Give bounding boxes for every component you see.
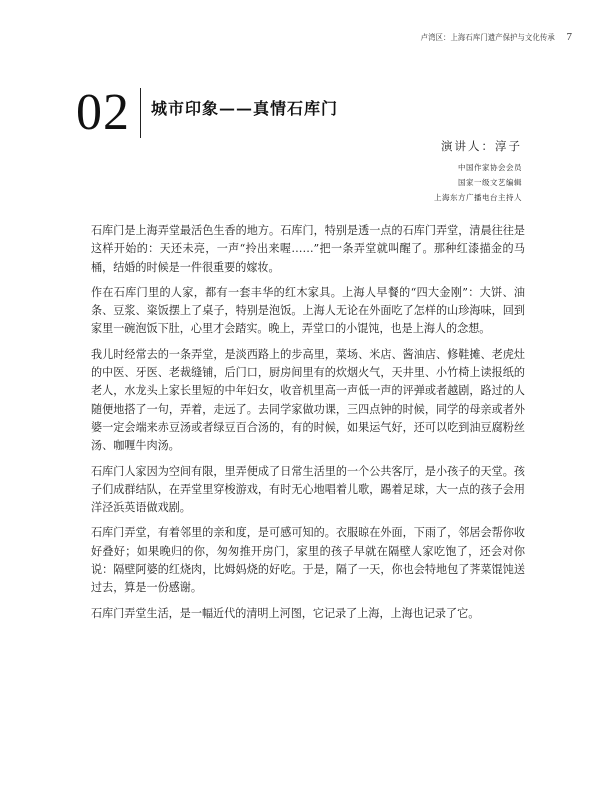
article-body: [91, 222, 525, 624]
running-head: [360, 31, 572, 43]
chapter-number: 02: [76, 84, 130, 141]
speaker-credits: [434, 138, 522, 205]
chapter-divider: [140, 88, 141, 138]
paragraph: 作在石库门里的人家，都有一套丰华的红木家具。上海人早餐的“四大金刚”：大饼、油条、豆浆、粢饭摆上了桌子，特别是泡饭。上海人无论在外面吃了怎样的山珍海味，回到家里一碗泡饭下肚，心里才会踏实。晚上，弄堂口的小馄饨，也是上海人的念想。: [91, 285, 525, 336]
paragraph: 石库门弄堂生活，是一幅近代的清明上河图，它记录了上海，上海也记录了它。: [91, 606, 480, 620]
paragraph: 石库门人家因为空间有限，里弄便成了日常生活里的一个公共客厅，是小孩子的天堂。孩子们成群结队，在弄堂里穿梭游戏，有时无心地唱着儿歌，踢着足球，大一点的孩子会用洋泾浜英语做戏剧。: [91, 464, 525, 515]
paragraph: 我儿时经常去的一条弄堂，是淡西路上的步高里，菜场、米店、酱油店、修鞋摊、老虎灶的中医、牙医、老裁缝铺，后门口，厨房间里有的炊烟火气，天井里、小竹椅上读报纸的老人，水龙头上家长里短的中年妇女，收音机里高一声低一声的评弹或者越剧，路过的人随便地搭了一句，弄着，走远了。去同学家做功课，三四点钟的时候，同学的母亲或者外婆一定会端来赤豆汤或者绿豆百合汤的，有的时候，如果运气好，还可以吃到油豆腐粉丝汤、咖喱牛肉汤。: [91, 347, 525, 453]
paragraph: 石库门弄堂，有着邻里的亲和度，是可感可知的。衣服晾在外面，下雨了，邻居会帮你收好叠好；如果晚归的你，匆匆推开房门，家里的孩子早就在隔壁人家吃饱了，还会对你说：隔壁阿婆的红烧肉，比姆妈烧的好吃。于是，隔了一天，你也会特地包了荠菜馄饨送过去，算是一份感谢。: [91, 526, 525, 595]
speaker-name: 演讲人：淳子: [441, 139, 522, 153]
credit-line: 国家一级文艺编辑: [458, 178, 522, 187]
chapter-title: 城市印象——真情石库门: [151, 98, 339, 118]
page-number: 7: [566, 31, 572, 43]
running-head-title: 卢湾区：上海石库门遗产保护与文化传承: [420, 33, 555, 42]
chapter-heading: [76, 84, 338, 142]
paragraph: 石库门是上海弄堂最活色生香的地方。石库门，特别是透一点的石库门弄堂，清晨往往是这样开始的：天还未亮，一声“拎出来喔……”把一条弄堂就叫醒了。那种红漆描金的马桶，结婚的时候是一件很重要的嫁妆。: [91, 224, 525, 274]
credit-line: 中国作家协会会员: [458, 163, 522, 172]
credit-line: 上海东方广播电台主持人: [434, 193, 522, 202]
